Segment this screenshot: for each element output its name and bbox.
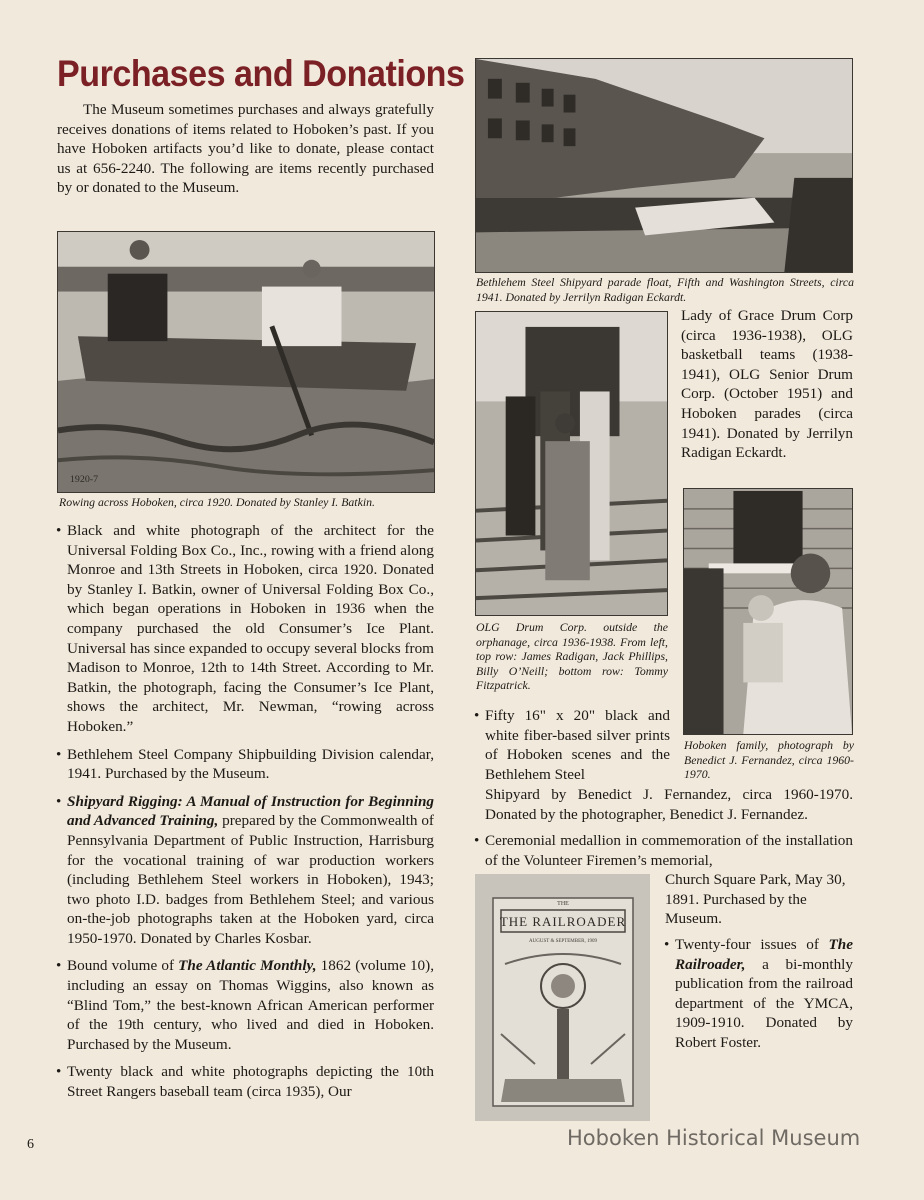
medallion-continued: Church Square Park, May 30, 1891. Purchased by the Museum. (665, 871, 846, 928)
list-item: • Shipyard Rigging: A Manual of Instruction for Beginning and Advanced Training, prepared by the Commonwealth of Pennsylvania Department of Public Instruction, Harrisburg for the vocational training of war production workers (including Bethlehem Steel workers in Hoboken), 1943; two photo I.D. badges from Bethlehem Steel; and various on-the-job photographs taken at the Hoboken yard, circa 1950-1970. Donated by Charles Kosbar. (57, 792, 434, 949)
svg-text:THE: THE (557, 901, 569, 907)
caption-rowing: Rowing across Hoboken, circa 1920. Donated by Stanley I. Batkin. (59, 495, 375, 509)
fifty-prints-continued: Shipyard by Benedict J. Fernandez, circa 1960-1970. Donated by the photographer, Benedict J. Fernandez. (485, 786, 853, 823)
page-title: Purchases and Donations (57, 53, 465, 94)
caption-family: Hoboken family, photograph by Benedict J. Fernandez, circa 1960-1970. (684, 738, 854, 782)
list-item: • Twenty black and white photographs depicting the 10th Street Rangers baseball team (circa 1935), Our (57, 1062, 434, 1101)
page-number: 6 (27, 1137, 34, 1152)
item-title: The Railroader, (675, 936, 853, 973)
parade-photo (475, 58, 853, 273)
olg-description: Lady of Grace Drum Corp (circa 1936-1938), OLG basketball teams (1938-1941), OLG Senior Drum Corp. (October 1951) and Hoboken parades (circa 1941). Donated by Jerrilyn Radigan Eckardt. (681, 307, 853, 462)
hoboken-family-photo (683, 488, 853, 735)
railroader-list (665, 935, 853, 1061)
rowing-photo (57, 231, 435, 493)
photo-date-mark: 1920-7 (69, 474, 99, 486)
list-item: • Fifty 16" x 20" black and white fiber-based silver prints of Hoboken scenes and the Bethlehem Steel (475, 706, 670, 784)
railroader-cover-photo (475, 874, 650, 1121)
list-item: • Bethlehem Steel Company Shipbuilding Division calendar, 1941. Purchased by the Museum. (57, 745, 434, 784)
caption-parade: Bethlehem Steel Shipyard parade float, Fifth and Washington Streets, circa 1941. Donated by Jerrilyn Radigan Eckardt. (476, 275, 854, 304)
list-item: • Twenty-four issues of The Railroader, a bi-monthly publication from the railroad department of the YMCA, 1909-1910. Donated by Robert Foster. (665, 935, 853, 1053)
railroader-title: THE RAILROADER (499, 914, 627, 929)
item-title: Shipyard Rigging: A Manual of Instruction for Beginning and Advanced Training, (67, 792, 434, 830)
railroader-issue: AUGUST & SEPTEMBER, 1909 (529, 939, 597, 944)
item-title: The Atlantic Monthly, (178, 957, 317, 975)
list-item: • Black and white photograph of the architect for the Universal Folding Box Co., Inc., rowing with a friend along Monroe and 13th Streets in Hoboken, circa 1920. Donated by Stanley I. Batkin, owner of Universal Folding Box Co., which began operations in Hoboken in 1936 when the company purchased the old Consumer’s Ice Plant. Universal has since expanded to occupy several blocks from Madison to Monroe, 12th to 14th Street. According to Mr. Batkin, the photograph, facing the Consumer’s Ice Plant, shows the architect, Mr. Newman, “rowing across Hoboken.” (57, 521, 434, 737)
list-item: • Bound volume of The Atlantic Monthly, 1862 (volume 10), including an essay on Thomas Wiggins, also known as “Blind Tom,” the best-known African American performer of the 19th century, who lived and died in Hoboken. Purchased by the Museum. (57, 956, 434, 1054)
caption-olg: OLG Drum Corp. outside the orphanage, circa 1936-1938. From left, top row: James Radigan, Jack Phillips, Billy O’Neill; bottom row: Tommy Fitzpatrick. (476, 620, 668, 693)
olg-drum-corp-photo (475, 311, 668, 616)
right-items-list (475, 706, 670, 792)
intro-paragraph: The Museum sometimes purchases and always gratefully receives donations of items related to Hoboken’s past. If you have Hoboken artifacts you’d like to donate, please contact us at 656-2240. The following are items recently purchased by or donated to the Museum. (57, 101, 434, 197)
left-items-list (57, 521, 434, 1110)
list-item: • Ceremonial medallion in commemoration of the installation of the Volunteer Firemen’s memorial, (475, 831, 853, 870)
watermark: Hoboken Historical Museum (567, 1126, 861, 1150)
